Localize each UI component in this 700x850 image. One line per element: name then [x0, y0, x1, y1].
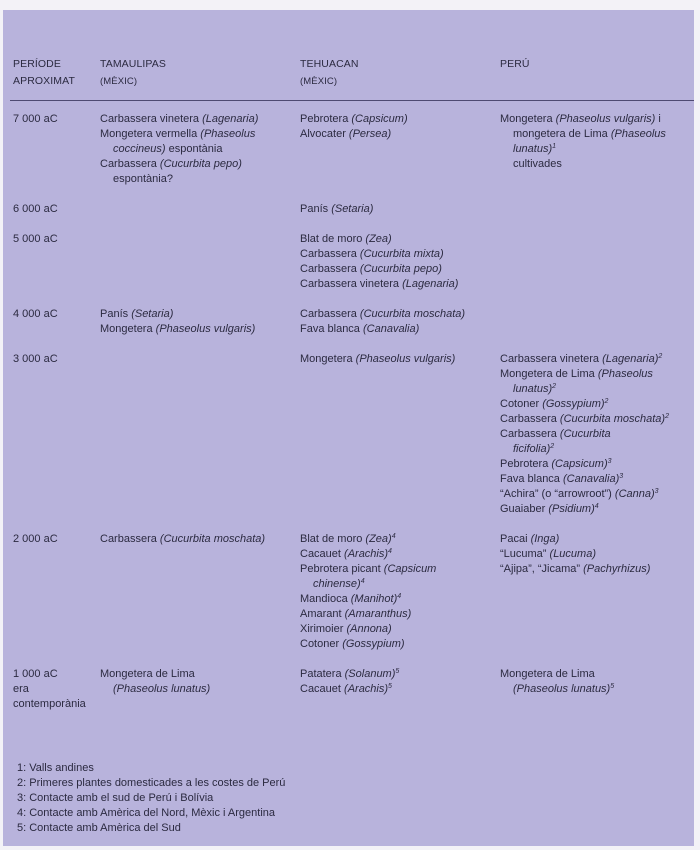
header-peru-title: PERÚ — [500, 58, 530, 70]
common-name: Amarant — [300, 608, 345, 620]
common-name: Patatera — [300, 668, 345, 680]
species-name: (Phaseolus vulgaris) — [155, 323, 256, 335]
cell-peru — [500, 352, 690, 517]
footnote-ref: 4 — [388, 548, 392, 555]
common-name: Cotoner — [300, 638, 343, 650]
cell-peru — [500, 532, 690, 577]
common-name: Alvocater — [300, 128, 349, 140]
cell-tehuacan — [300, 352, 495, 367]
common-name: Pebrotera picant — [300, 563, 384, 575]
common-name: Carbassera — [300, 263, 360, 275]
common-name: Pebrotera — [300, 113, 352, 125]
cell-line — [500, 397, 690, 412]
species-name: (Cucurbita pepo) — [359, 263, 442, 275]
common-name: Carbassera — [300, 248, 360, 260]
species-name: (Gossypium) — [542, 398, 605, 410]
species-name: lunatus) — [513, 143, 553, 155]
species-name: (Canavalia) — [362, 323, 420, 335]
cell-tehuacan — [300, 232, 495, 292]
species-name: (Lagenaria) — [602, 353, 659, 365]
footnote: 3: Contacte amb el sud de Perú i Bolívia — [17, 792, 214, 804]
common-name: Cacauet — [300, 683, 345, 695]
species-name: (Cucurbita moschata) — [359, 308, 466, 320]
cell-line — [100, 532, 290, 547]
species-name: (Phaseolus — [610, 128, 666, 140]
cell-line — [300, 352, 495, 367]
common-name: Xirimoier — [300, 623, 347, 635]
common-name: Carbassera — [500, 413, 560, 425]
species-name: (Phaseolus lunatus) — [513, 683, 611, 695]
common-name: Blat de moro — [300, 533, 366, 545]
cell-line — [300, 622, 495, 637]
cell-tamaulipas — [100, 112, 290, 187]
species-name: (Phaseolus — [200, 128, 256, 140]
footnote-ref: 5 — [610, 683, 615, 690]
species-name: (Cucurbita moschata) — [559, 413, 666, 425]
cell-peru — [500, 112, 690, 172]
cell-line — [300, 202, 495, 217]
cell-line — [300, 667, 495, 682]
common-name: Carbassera — [500, 428, 560, 440]
common-name: Carbassera — [300, 308, 360, 320]
footnote: 2: Primeres plantes domesticades a les costes de Perú — [17, 777, 286, 789]
common-name: espontània? — [113, 173, 173, 185]
cell-period — [13, 232, 98, 247]
species-name: (Manihot) — [350, 593, 398, 605]
header-rule — [10, 100, 694, 101]
footnote-ref: 2 — [552, 383, 557, 390]
footnote-ref: 5 — [388, 683, 392, 690]
species-name: (Lucuma) — [549, 548, 596, 560]
cell-line — [100, 307, 290, 322]
cell-line — [500, 367, 690, 382]
common-name: Mongetera de Lima — [100, 668, 195, 680]
cell-line — [100, 127, 290, 142]
species-name: (Setaria) — [331, 203, 374, 215]
cell-line — [500, 562, 690, 577]
cell-line — [300, 592, 495, 607]
species-name: (Cucurbita moschata) — [159, 533, 266, 545]
cell-period — [13, 352, 98, 367]
cell-line — [500, 412, 690, 427]
common-name: Carbassera vinetera — [500, 353, 603, 365]
species-name: lunatus) — [513, 383, 553, 395]
period-label: 2 000 aC — [13, 533, 58, 545]
footnote-ref: 3 — [619, 473, 624, 480]
cell-line — [300, 562, 495, 577]
cell-line — [300, 262, 495, 277]
cell-line — [300, 577, 495, 592]
common-name: Carbassera — [100, 533, 160, 545]
common-name: Mongetera — [500, 113, 556, 125]
cell-tamaulipas — [100, 667, 290, 697]
cell-peru — [500, 667, 690, 697]
cell-tehuacan — [300, 112, 495, 142]
cell-line — [500, 532, 690, 547]
species-name: (Phaseolus lunatus) — [113, 683, 211, 695]
footnote-ref: 4 — [397, 593, 402, 600]
common-name: Panís — [100, 308, 132, 320]
cell-line — [500, 352, 690, 367]
cell-line — [300, 247, 495, 262]
header-periode-line2: APROXIMAT — [13, 75, 75, 87]
cell-tehuacan — [300, 202, 495, 217]
species-name: (Setaria) — [131, 308, 174, 320]
cell-line — [300, 532, 495, 547]
species-name: (Capsicum) — [551, 458, 608, 470]
cell-line — [300, 112, 495, 127]
common-name: mongetera de Lima — [513, 128, 611, 140]
species-name: (Phaseolus vulgaris) — [355, 353, 456, 365]
cell-line — [300, 547, 495, 562]
cell-line — [300, 607, 495, 622]
common-name: Carbassera vinetera — [300, 278, 403, 290]
footnote-ref: 4 — [391, 533, 396, 540]
cell-line — [100, 112, 290, 127]
common-name: Guaiaber — [500, 503, 549, 515]
cell-line — [300, 322, 495, 337]
footnote-ref: 4 — [360, 578, 365, 585]
species-name: ficifolia) — [513, 443, 551, 455]
footnote-ref: 2 — [658, 353, 663, 360]
cell-line — [100, 667, 290, 682]
table-panel — [3, 10, 694, 846]
common-name: Cotoner — [500, 398, 543, 410]
cell-line — [500, 682, 690, 697]
period-label: 7 000 aC — [13, 113, 58, 125]
footnote-ref: 4 — [594, 503, 599, 510]
common-name: “Achira” (o “arrowroot”) — [500, 488, 615, 500]
cell-period — [13, 307, 98, 322]
common-name: Panís — [300, 203, 332, 215]
species-name: (Zea) — [365, 233, 392, 245]
common-name: cultivades — [513, 158, 562, 170]
footnote: 1: Valls andines — [17, 762, 94, 774]
header-tamaulipas-sub: (MÈXIC) — [100, 76, 138, 87]
footnote-ref: 3 — [654, 488, 659, 495]
common-name: “Ajipa”, “Jicama” — [500, 563, 584, 575]
cell-period — [13, 112, 98, 127]
common-name: Fava blanca — [300, 323, 363, 335]
period-label: 3 000 aC — [13, 353, 58, 365]
period-label: 5 000 aC — [13, 233, 58, 245]
header-tehuacan-title: TEHUACAN — [300, 58, 359, 70]
species-name: (Zea) — [365, 533, 392, 545]
species-name: (Inga) — [530, 533, 560, 545]
cell-period — [13, 532, 98, 547]
footnote-ref: 5 — [395, 668, 400, 675]
footnote: 5: Contacte amb Amèrica del Sud — [17, 822, 181, 834]
cell-line — [500, 502, 690, 517]
cell-line — [300, 637, 495, 652]
cell-line — [500, 667, 690, 682]
footnote-ref: 2 — [665, 413, 669, 420]
common-name: espontània — [165, 143, 223, 155]
common-name: “Lucuma” — [500, 548, 550, 560]
common-name: Mandioca — [300, 593, 351, 605]
cell-line — [100, 682, 290, 697]
species-name: (Psidium) — [548, 503, 595, 515]
species-name: coccineus) — [113, 143, 166, 155]
header-tehuacan — [300, 56, 359, 90]
species-name: (Lagenaria) — [402, 278, 459, 290]
common-name: Mongetera vermella — [100, 128, 201, 140]
footnote-ref: 2 — [550, 443, 555, 450]
cell-line — [500, 142, 690, 157]
footnote-ref: 1 — [552, 143, 557, 150]
species-name: (Solanum) — [344, 668, 396, 680]
species-name: (Canavalia) — [562, 473, 620, 485]
species-name: (Lagenaria) — [202, 113, 259, 125]
species-name: chinense) — [313, 578, 361, 590]
species-name: (Annona) — [346, 623, 392, 635]
common-name: Mongetera — [300, 353, 356, 365]
cell-line — [500, 382, 690, 397]
cell-line — [100, 322, 290, 337]
cell-line — [500, 127, 690, 142]
cell-period — [13, 667, 98, 712]
species-name: (Cucurbita pepo) — [159, 158, 242, 170]
header-tamaulipas — [100, 56, 166, 90]
cell-tamaulipas — [100, 307, 290, 337]
period-label: 6 000 aC — [13, 203, 58, 215]
common-name: Mongetera de Lima — [500, 368, 598, 380]
common-name: Cacauet — [300, 548, 345, 560]
species-name: (Capsicum) — [351, 113, 408, 125]
cell-period — [13, 202, 98, 217]
cell-line — [100, 142, 290, 157]
footnote-ref: 2 — [604, 398, 609, 405]
header-tehuacan-sub: (MÈXIC) — [300, 76, 338, 87]
cell-tehuacan — [300, 667, 495, 697]
cell-line — [100, 172, 290, 187]
cell-line — [500, 472, 690, 487]
footnote: 4: Contacte amb Amèrica del Nord, Mèxic i Argentina — [17, 807, 276, 819]
common-name: Fava blanca — [500, 473, 563, 485]
common-name: Carbassera — [100, 158, 160, 170]
cell-line — [500, 157, 690, 172]
cell-line — [300, 277, 495, 292]
common-name: Pebrotera — [500, 458, 552, 470]
species-name: (Phaseolus — [597, 368, 653, 380]
period-label: contemporània — [13, 698, 86, 710]
species-name: (Persea) — [348, 128, 392, 140]
species-name: (Amaranthus) — [344, 608, 412, 620]
cell-tehuacan — [300, 307, 495, 337]
cell-line — [500, 112, 690, 127]
period-label: 4 000 aC — [13, 308, 58, 320]
cell-line — [300, 232, 495, 247]
species-name: (Cucurbita — [559, 428, 611, 440]
common-name: Pacai — [500, 533, 531, 545]
cell-line — [500, 442, 690, 457]
common-name: Blat de moro — [300, 233, 366, 245]
cell-line — [100, 157, 290, 172]
cell-line — [300, 682, 495, 697]
cell-line — [500, 487, 690, 502]
species-name: (Phaseolus vulgaris) — [555, 113, 656, 125]
header-periode — [13, 56, 75, 90]
cell-line — [500, 427, 690, 442]
cell-line — [500, 547, 690, 562]
cell-line — [300, 307, 495, 322]
period-label: era — [13, 683, 29, 695]
species-name: (Pachyrhizus) — [583, 563, 651, 575]
period-label: 1 000 aC — [13, 668, 58, 680]
cell-line — [300, 127, 495, 142]
species-name: (Canna) — [614, 488, 655, 500]
species-name: (Capsicum — [383, 563, 437, 575]
header-periode-line1: PERÍODE — [13, 58, 61, 70]
cell-line — [500, 457, 690, 472]
header-peru — [500, 56, 530, 73]
species-name: (Arachis) — [344, 548, 389, 560]
species-name: (Cucurbita mixta) — [359, 248, 444, 260]
common-name: Carbassera vinetera — [100, 113, 203, 125]
common-name: i — [655, 113, 661, 125]
common-name: Mongetera de Lima — [500, 668, 595, 680]
species-name: (Arachis) — [344, 683, 389, 695]
footnotes — [17, 761, 285, 836]
common-name: Mongetera — [100, 323, 156, 335]
footnote-ref: 3 — [607, 458, 612, 465]
cell-tehuacan — [300, 532, 495, 652]
header-tamaulipas-title: TAMAULIPAS — [100, 58, 166, 70]
cell-tamaulipas — [100, 532, 290, 547]
species-name: (Gossypium) — [342, 638, 405, 650]
